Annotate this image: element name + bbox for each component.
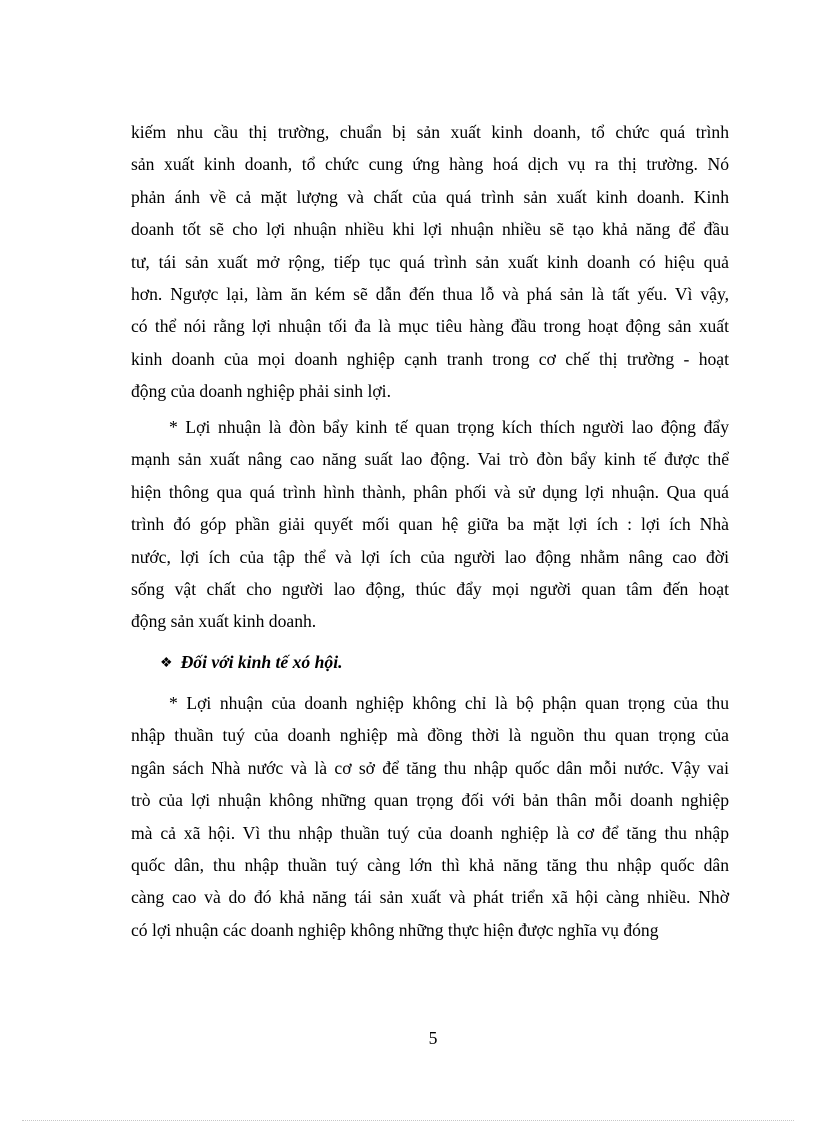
paragraph-3 [131,687,729,946]
paragraph-line: kinh doanh của mọi doanh nghiệp cạnh tranh trong cơ chế thị trường - hoạt [131,348,729,369]
paragraph-line: ngân sách Nhà nước và là cơ sở để tăng thu nhập quốc dân mỗi nước. Vậy vai [131,757,729,778]
paragraph-line: * Lợi nhuận của doanh nghiệp không chỉ là bộ phận quan trọng của thu [169,693,729,713]
page-bottom-border [22,1120,794,1121]
page-number: 5 [428,1028,438,1048]
diamond-bullet-icon: ❖ [160,656,173,671]
paragraph-line: hơn. Ngược lại, làm ăn kém sẽ dẫn đến thua lỗ và phá sản là tất yếu. Vì vậy, [131,284,729,305]
paragraph-line: quốc dân, thu nhập thuần tuý càng lớn thì khả năng tăng thu nhập quốc dân [131,855,729,876]
paragraph-line: nhập thuần tuý của doanh nghiệp mà đồng thời là nguồn thu quan trọng của [131,725,729,746]
paragraph-line: sản xuất kinh doanh, tổ chức cung ứng hàng hoá dịch vụ ra thị trường. Nó [131,154,729,175]
section-heading-text: Đối với kinh tế xó hội. [180,652,343,672]
section-heading [160,646,343,680]
paragraph-line: sống vật chất cho người lao động, thúc đẩy mọi người quan tâm đến hoạt [131,579,729,600]
paragraph-line: động của doanh nghiệp phải sinh lợi. [131,381,391,402]
paragraph-line: động sản xuất kinh doanh. [131,611,317,632]
paragraph-line: hiện thông qua quá trình hình thành, phân phối và sử dụng lợi nhuận. Qua quá [131,481,729,502]
paragraph-line: doanh tốt sẽ cho lợi nhuận nhiều khi lợi nhuận nhiều sẽ tạo khả năng để đầu [131,219,729,240]
paragraph-line: trò của lợi nhuận không những quan trọng đối với bản thân mỗi doanh nghiệp [131,790,729,811]
paragraph-line: có lợi nhuận các doanh nghiệp không những thực hiện được nghĩa vụ đóng [131,919,659,940]
paragraph-line: nước, lợi ích của tập thể và lợi ích của người lao động nhằm nâng cao đời [131,546,729,567]
paragraph-line: phản ánh về cả mặt lượng và chất của quá trình sản xuất kinh doanh. Kinh [131,186,729,207]
paragraph-1 [131,116,729,408]
paragraph-line: * Lợi nhuận là đòn bẩy kinh tế quan trọng kích thích người lao động đẩy [169,417,729,437]
paragraph-line: tư, tái sản xuất mở rộng, tiếp tục quá trình sản xuất kinh doanh có hiệu quả [131,251,729,272]
paragraph-2 [131,411,729,638]
paragraph-line: kiếm nhu cầu thị trường, chuẩn bị sản xuất kinh doanh, tổ chức quá trình [131,122,729,142]
paragraph-line: trình đó góp phần giải quyết mối quan hệ giữa ba mặt lợi ích : lợi ích Nhà [131,514,729,535]
paragraph-line: có thể nói rằng lợi nhuận tối đa là mục tiêu hàng đầu trong hoạt động sản xuất [131,316,729,337]
paragraph-line: càng cao và do đó khả năng tái sản xuất và phát triển xã hội càng nhiều. Nhờ [131,887,729,908]
paragraph-line: mạnh sản xuất nâng cao năng suất lao động. Vai trò đòn bẩy kinh tế được thể [131,449,729,470]
paragraph-line: mà cả xã hội. Vì thu nhập thuần tuý của doanh nghiệp là cơ để tăng thu nhập [131,822,729,843]
